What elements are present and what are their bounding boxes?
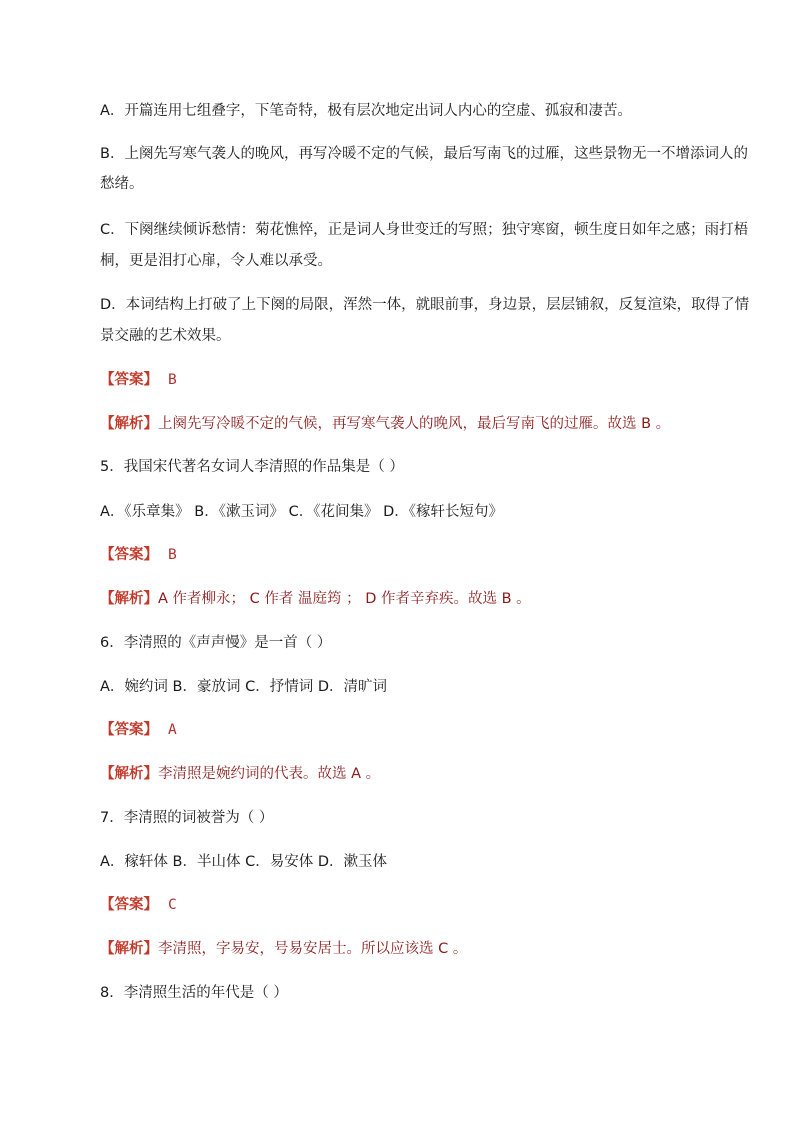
option-d-q4-line2: 景交融的艺术效果。 — [100, 328, 231, 344]
analysis-text: 上阕先写冷暖不定的气候，再写寒气袭人的晚风，最后写南飞的过雁。故选 B 。 — [158, 416, 671, 432]
option-b-q4-line2: 愁绪。 — [100, 176, 144, 192]
answer-value: B — [168, 547, 177, 563]
answer-value: C — [168, 897, 177, 913]
answer-tag: 【答案】 — [100, 547, 158, 563]
answer-q6 — [100, 714, 730, 747]
answer-q7 — [100, 889, 730, 922]
analysis-tag: 【解析】 — [100, 416, 158, 432]
answer-tag: 【答案】 — [100, 372, 158, 388]
options-q6: A．婉约词 B．豪放词 C．抒情词 D．清旷词 — [100, 679, 387, 695]
analysis-text: 李清照，字易安，号易安居士。所以应该选 C 。 — [158, 941, 468, 957]
answer-value: B — [168, 372, 177, 388]
option-b-q4-line1: B．上阕先写寒气袭人的晚风，再写冷暖不定的气候，最后写南飞的过雁，这些景物无一不增添词人的 — [100, 146, 748, 162]
question-6: 6．李清照的《声声慢》是一首（ ） — [100, 635, 332, 651]
question-8: 8．李清照生活的年代是（ ） — [100, 985, 288, 1001]
analysis-q5 — [100, 583, 730, 616]
analysis-text: A 作者柳永； C 作者 温庭筠 ； D 作者辛弃疾。故选 B 。 — [158, 591, 531, 607]
analysis-tag: 【解析】 — [100, 941, 158, 957]
option-d-q4-line1: D．本词结构上打破了上下阕的局限，浑然一体，就眼前事，身边景，层层铺叙，反复渲染，取得了情 — [100, 297, 750, 313]
question-5: 5．我国宋代著名女词人李清照的作品集是（ ） — [100, 459, 404, 475]
options-q7: A．稼轩体 B．半山体 C．易安体 D．漱玉体 — [100, 854, 387, 870]
answer-tag: 【答案】 — [100, 722, 158, 738]
analysis-tag: 【解析】 — [100, 766, 158, 782]
answer-tag: 【答案】 — [100, 897, 158, 913]
answer-value: A — [168, 722, 177, 738]
option-c-q4-line1: C．下阕继续倾诉愁情：菊花憔悴，正是词人身世变迁的写照；独守寒窗，顿生度日如年之感；雨打梧 — [100, 222, 749, 238]
analysis-tag: 【解析】 — [100, 591, 158, 607]
answer-q4 — [100, 364, 730, 397]
analysis-q6 — [100, 758, 730, 791]
answer-q5 — [100, 539, 730, 572]
option-c-q4-line2: 桐，更是泪打心扉，令人难以承受。 — [100, 253, 332, 269]
analysis-q7 — [100, 933, 730, 966]
options-q5: A．《乐章集》 B．《漱玉词》 C．《花间集》 D．《稼轩长短句》 — [100, 504, 503, 520]
question-7: 7．李清照的词被誉为（ ） — [100, 810, 274, 826]
option-a-q4: A．开篇连用七组叠字，下笔奇特，极有层次地定出词人内心的空虚、孤寂和凄苦。 — [100, 103, 632, 119]
analysis-text: 李清照是婉约词的代表。故选 A 。 — [158, 766, 381, 782]
analysis-q4 — [100, 408, 730, 441]
